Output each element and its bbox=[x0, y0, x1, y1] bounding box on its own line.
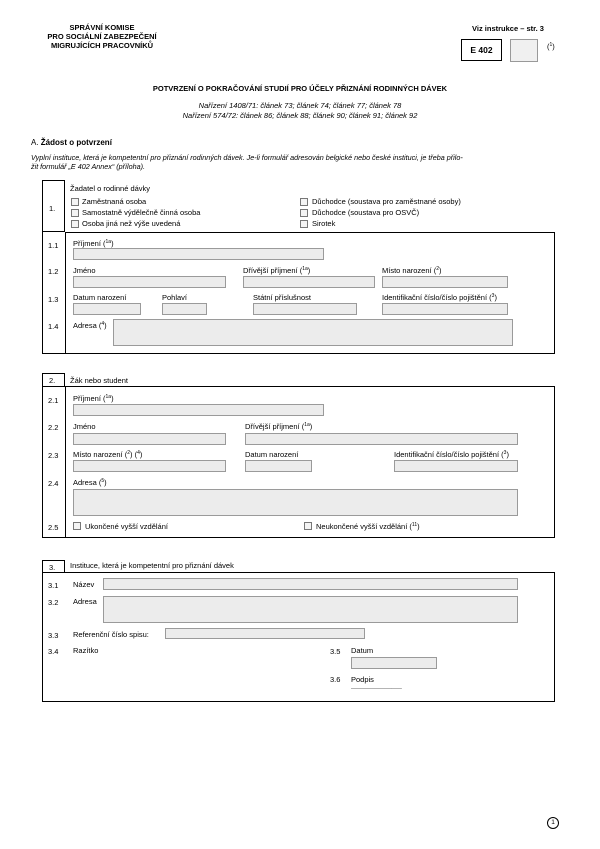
section-a-intro-2: žit formulář „E 402 Annex“ (příloha). bbox=[31, 162, 145, 171]
section-2-bottom-rule bbox=[42, 537, 66, 538]
label-1-3-id: Identifikační číslo/číslo pojištění ($^3$) bbox=[382, 293, 497, 302]
form-note-ref: ($^1$) bbox=[547, 42, 555, 51]
section-2-number: 2. bbox=[49, 376, 56, 385]
field-2-1-surname[interactable] bbox=[73, 404, 324, 416]
field-1-2-prev-surname[interactable] bbox=[243, 276, 375, 288]
section-1-bottom-rule bbox=[42, 353, 66, 354]
label-completed-education: Ukončené vyšší vzdělání bbox=[85, 522, 168, 531]
section-2-left-rule bbox=[42, 386, 43, 538]
label-orphan: Sirotek bbox=[312, 219, 336, 228]
section-1-left-rule bbox=[42, 232, 43, 354]
num-1-4: 1.4 bbox=[48, 322, 59, 331]
label-employed: Zaměstnaná osoba bbox=[82, 197, 147, 206]
label-3-4-stamp: Razítko bbox=[73, 646, 99, 655]
checkbox-pensioner-employed[interactable] bbox=[300, 198, 308, 206]
field-2-2-name[interactable] bbox=[73, 433, 226, 445]
label-pensioner-employed: Důchodce (soustava pro zaměstnané osoby) bbox=[312, 197, 461, 206]
field-2-4-address[interactable] bbox=[73, 489, 518, 516]
section-1-title: Žadatel o rodinné dávky bbox=[70, 184, 151, 193]
section-a-heading: A. Žádost o potvrzení bbox=[31, 138, 112, 147]
field-1-3-id[interactable] bbox=[382, 303, 508, 315]
num-1-2: 1.2 bbox=[48, 267, 59, 276]
form-code: E 402 bbox=[461, 39, 502, 61]
checkbox-self-employed[interactable] bbox=[71, 209, 79, 217]
section-3-number: 3. bbox=[49, 563, 56, 572]
field-1-3-dob[interactable] bbox=[73, 303, 141, 315]
label-1-1-surname: Příjmení ($^{1a}$) bbox=[73, 239, 114, 248]
checkbox-orphan[interactable] bbox=[300, 220, 308, 228]
checkbox-employed[interactable] bbox=[71, 198, 79, 206]
num-3-5: 3.5 bbox=[330, 647, 341, 656]
num-3-1: 3.1 bbox=[48, 581, 59, 590]
field-3-2-address[interactable] bbox=[103, 596, 518, 623]
field-2-3-birthplace[interactable] bbox=[73, 460, 226, 472]
num-2-3: 2.3 bbox=[48, 451, 59, 460]
label-1-2-name: Jméno bbox=[73, 266, 96, 275]
section-a-intro-1: Vyplní instituce, která je kompetentní pro přiznání rodinných dávek. Je-li formulář adresován belgické nebo české instituci, je třeba přilo- bbox=[31, 153, 463, 162]
label-2-3-dob: Datum narození bbox=[245, 450, 299, 459]
label-3-6-signature: Podpis bbox=[351, 675, 374, 684]
label-3-2-address: Adresa bbox=[73, 597, 97, 606]
num-1-3: 1.3 bbox=[48, 295, 59, 304]
label-2-2-prev-surname: Dřívější příjmení ($^{1a}$) bbox=[245, 422, 313, 431]
org-line-3: MIGRUJÍCÍCH PRACOVNÍKŮ bbox=[50, 41, 154, 50]
field-1-2-name[interactable] bbox=[73, 276, 226, 288]
num-3-3: 3.3 bbox=[48, 631, 59, 640]
label-other-person: Osoba jiná než výše uvedená bbox=[82, 219, 181, 228]
instructions-ref: Viz instrukce – str. 3 bbox=[472, 24, 544, 33]
label-1-3-nationality: Státní příslušnost bbox=[253, 293, 311, 302]
checkbox-not-completed-education[interactable] bbox=[304, 522, 312, 530]
field-2-3-dob[interactable] bbox=[245, 460, 312, 472]
label-3-5-date: Datum bbox=[351, 646, 374, 655]
field-3-5-date[interactable] bbox=[351, 657, 437, 669]
page-title: POTVRZENÍ O POKRAČOVÁNÍ STUDIÍ PRO ÚČELY PŘIZNÁNÍ RODINNÝCH DÁVEK bbox=[152, 84, 448, 93]
section-1-number: 1. bbox=[49, 204, 56, 213]
section-2-title: Žák nebo student bbox=[70, 376, 128, 385]
form-code-box[interactable] bbox=[510, 39, 538, 62]
label-pensioner-self: Důchodce (soustava pro OSVČ) bbox=[312, 208, 420, 217]
num-3-6: 3.6 bbox=[330, 675, 341, 684]
label-2-4-address: Adresa ($^5$) bbox=[73, 478, 107, 487]
field-2-3-id[interactable] bbox=[394, 460, 518, 472]
field-1-1-surname[interactable] bbox=[73, 248, 324, 260]
label-2-2-name: Jméno bbox=[73, 422, 96, 431]
signature-line[interactable]: ................................................... bbox=[351, 685, 402, 691]
num-3-4: 3.4 bbox=[48, 647, 59, 656]
label-1-2-prev-surname: Dřívější příjmení ($^{1a}$) bbox=[243, 266, 311, 275]
field-3-3-ref[interactable] bbox=[165, 628, 365, 639]
num-2-4: 2.4 bbox=[48, 479, 59, 488]
label-1-3-sex: Pohlaví bbox=[162, 293, 188, 302]
label-3-3-ref: Referenční číslo spisu: bbox=[73, 630, 149, 639]
num-2-1: 2.1 bbox=[48, 396, 59, 405]
num-2-2: 2.2 bbox=[48, 423, 59, 432]
field-1-4-address[interactable] bbox=[113, 319, 513, 346]
label-1-3-dob: Datum narození bbox=[73, 293, 127, 302]
num-2-5: 2.5 bbox=[48, 523, 59, 532]
field-3-1-name[interactable] bbox=[103, 578, 518, 590]
num-1-1: 1.1 bbox=[48, 241, 59, 250]
label-3-1-name: Název bbox=[73, 580, 95, 589]
page-mark: 1 bbox=[547, 817, 559, 829]
label-not-completed-education: Neukončené vyšší vzdělání ($^{11}$) bbox=[316, 522, 420, 531]
checkbox-other-person[interactable] bbox=[71, 220, 79, 228]
org-name bbox=[32, 23, 172, 50]
regulation-2: Nařízení 574/72: článek 86; článek 88; článek 90; článek 91; článek 92 bbox=[182, 111, 418, 120]
org-line-1: SPRÁVNÍ KOMISE bbox=[69, 23, 135, 32]
field-1-3-sex[interactable] bbox=[162, 303, 207, 315]
regulation-1: Nařízení 1408/71: článek 73; článek 74; článek 77; článek 78 bbox=[198, 101, 402, 110]
field-1-3-nationality[interactable] bbox=[253, 303, 357, 315]
label-1-2-birthplace: Místo narození ($^2$) bbox=[382, 266, 442, 275]
field-1-2-birthplace[interactable] bbox=[382, 276, 508, 288]
label-1-4-address: Adresa ($^4$) bbox=[73, 321, 107, 330]
label-2-3-birthplace: Místo narození ($^2$) ($^4$) bbox=[73, 450, 143, 459]
field-2-2-prev-surname[interactable] bbox=[245, 433, 518, 445]
checkbox-pensioner-self[interactable] bbox=[300, 209, 308, 217]
label-2-1-surname: Příjmení ($^{1a}$) bbox=[73, 394, 114, 403]
org-line-2: PRO SOCIÁLNÍ ZABEZPEČENÍ bbox=[47, 32, 157, 41]
checkbox-completed-education[interactable] bbox=[73, 522, 81, 530]
num-3-2: 3.2 bbox=[48, 598, 59, 607]
label-self-employed: Samostatně výdělečně činná osoba bbox=[82, 208, 201, 217]
section-3-title: Instituce, která je kompetentní pro přiznání dávek bbox=[70, 561, 234, 570]
label-2-3-id: Identifikační číslo/číslo pojištění ($^3$) bbox=[394, 450, 509, 459]
